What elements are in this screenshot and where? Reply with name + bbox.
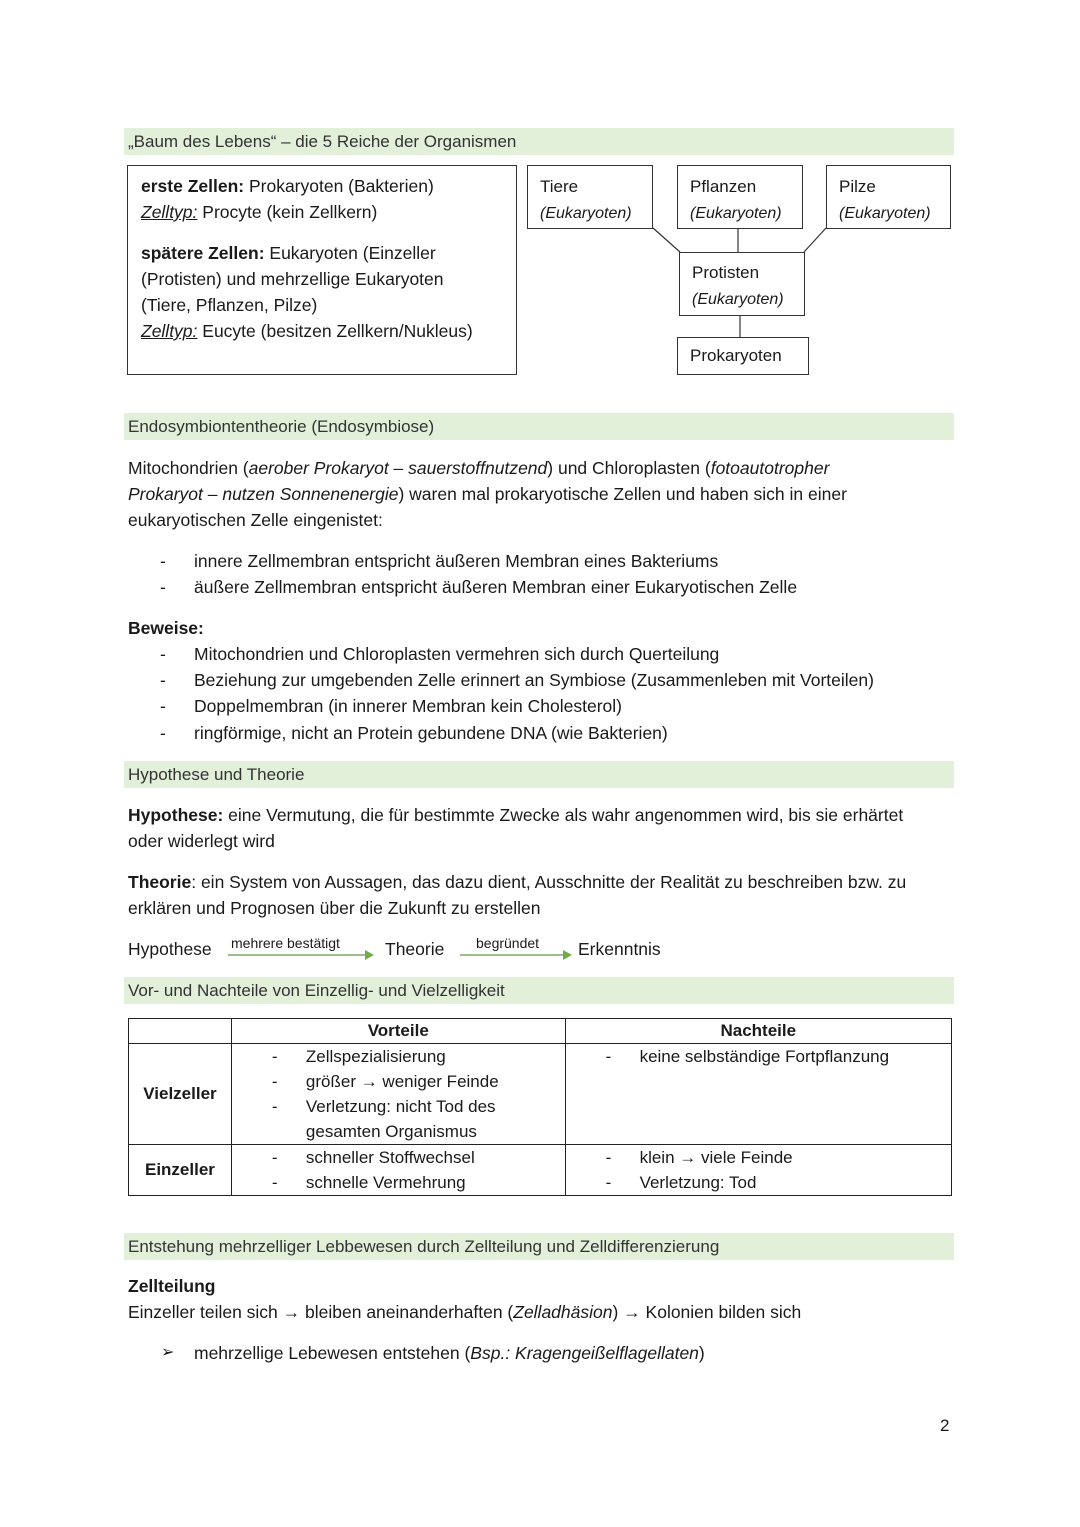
first-cells-text: Prokaryoten (Bakterien) <box>244 176 434 196</box>
tree-node-label: Prokaryoten <box>690 346 782 365</box>
hypothese-label: Hypothese: <box>128 805 224 825</box>
tree-node-sub: (Eukaryoten) <box>839 205 931 222</box>
list-item: - Zellspezialisierung <box>232 1044 565 1069</box>
tree-node-prokaryoten <box>677 337 809 375</box>
flow-arrow-label-1: mehrere bestätigt <box>231 935 340 951</box>
section-header-baum: „Baum des Lebens“ – die 5 Reiche der Organismen <box>124 128 954 155</box>
section-header-endosymbiose: Endosymbiontentheorie (Endosymbiose) <box>124 413 954 440</box>
vielzeller-nachteile-list <box>566 1044 951 1069</box>
beweise-item: ringförmige, nicht an Protein gebundene DNA (wie Bakterien) <box>194 723 668 743</box>
endo-text: ) und Chloroplasten ( <box>547 458 711 478</box>
flow-arrow-label-2: begründet <box>476 935 540 951</box>
first-zelltyp-text: Procyte (kein Zellkern) <box>197 202 378 222</box>
endo-bullet: innere Zellmembran entspricht äußeren Membran eines Bakteriums <box>194 551 719 571</box>
flow-theorie: Theorie <box>385 939 445 959</box>
tree-node-protisten <box>679 252 805 316</box>
zellteilung-text: Einzeller teilen sich → bleiben aneinanderhaften ( <box>128 1302 514 1322</box>
zellteilung-italic: Zelladhäsion <box>513 1302 613 1322</box>
beweise-item: Mitochondrien und Chloroplasten vermehren sich durch Querteilung <box>194 644 720 664</box>
endo-dash: - <box>160 551 166 571</box>
zelltyp-label: Zelltyp: <box>141 202 198 222</box>
theorie-def-line-2: erklären und Prognosen über die Zukunft zu erstellen <box>128 898 541 918</box>
first-cells-label: erste Zellen: <box>141 176 245 196</box>
section-header-vor-nachteile: Vor- und Nachteile von Einzellig- und Vielzelligkeit <box>124 977 954 1004</box>
endo-text: ) waren mal prokaryotische Zellen und haben sich in einer <box>398 484 847 504</box>
table-corner-cell <box>129 1019 232 1044</box>
zellteilung-subheading-text: Zellteilung <box>128 1276 216 1296</box>
einzeller-nachteile-list <box>566 1145 951 1195</box>
table-row-vielzeller <box>129 1044 952 1145</box>
row-label-vielzeller: Vielzeller <box>129 1044 232 1145</box>
tree-node-tiere <box>527 165 653 229</box>
beweise-dash: - <box>160 644 166 664</box>
einzeller-vorteile-list <box>232 1145 565 1195</box>
comparison-table <box>128 1018 952 1196</box>
theorie-def-line-1 <box>128 869 906 895</box>
list-item: - Verletzung: nicht Tod des <box>232 1094 565 1119</box>
section-header-hypothese: Hypothese und Theorie <box>124 761 954 788</box>
section-header-entstehung: Entstehung mehrzelliger Lebbewesen durch Zellteilung und Zelldifferenzierung <box>124 1233 954 1260</box>
endo-bullet: äußere Zellmembran entspricht äußeren Membran einer Eukaryotischen Zelle <box>194 577 798 597</box>
page-number: 2 <box>940 1416 950 1435</box>
tree-node-pflanzen <box>677 165 803 229</box>
tree-node-label: Pilze <box>839 177 876 196</box>
table-row-einzeller <box>129 1145 952 1196</box>
cell-info-box <box>127 165 517 375</box>
theorie-text: : ein System von Aussagen, das dazu dient, Ausschnitte der Realität zu beschreiben bzw. zu <box>191 872 907 892</box>
beweise-dash: - <box>160 670 166 690</box>
list-item: - schnelle Vermehrung <box>232 1170 565 1195</box>
bullet-text: mehrzellige Lebewesen entstehen ( <box>194 1343 471 1363</box>
later-cells-line <box>141 240 436 266</box>
vielzeller-nachteile-cell <box>565 1044 951 1145</box>
endo-dash: - <box>160 577 166 597</box>
flow-hypothese: Hypothese <box>128 939 212 959</box>
tree-node-sub: (Eukaryoten) <box>690 205 782 222</box>
beweise-label-text: Beweise: <box>128 618 204 638</box>
tree-node-label: Protisten <box>692 263 760 282</box>
beweise-dash: - <box>160 696 166 716</box>
bullet-text: ) <box>698 1343 705 1363</box>
endo-text: Mitochondrien ( <box>128 458 249 478</box>
zelltyp-label-2: Zelltyp: <box>141 321 198 341</box>
vielzeller-vorteile-cell <box>231 1044 565 1145</box>
endo-italic: Prokaryot – nutzen Sonnenenergie <box>128 484 399 504</box>
first-zelltyp-line <box>141 199 377 225</box>
endo-paragraph-line-3: eukaryotischen Zelle eingenistet: <box>128 510 383 530</box>
flow-erkenntnis: Erkenntnis <box>578 939 661 959</box>
list-item: - klein → viele Feinde <box>566 1145 951 1170</box>
col-header-vorteile: Vorteile <box>231 1019 565 1044</box>
zellteilung-bullet <box>194 1340 705 1366</box>
tree-node-pilze <box>826 165 951 229</box>
endo-italic: fotoautotropher <box>710 458 830 478</box>
hypothese-def-line-1 <box>128 802 903 828</box>
list-item: - schneller Stoffwechsel <box>232 1145 565 1170</box>
einzeller-nachteile-cell <box>565 1145 951 1196</box>
bullet-italic: Bsp.: Kragengeißelflagellaten <box>470 1343 699 1363</box>
tree-node-sub: (Eukaryoten) <box>692 291 784 308</box>
beweise-item: Doppelmembran (in innerer Membran kein Cholesterol) <box>194 696 622 716</box>
einzeller-vorteile-cell <box>231 1145 565 1196</box>
list-item: - Verletzung: Tod <box>566 1170 951 1195</box>
later-zelltyp-line <box>141 318 473 344</box>
beweise-dash: - <box>160 723 166 743</box>
theorie-label: Theorie <box>128 872 192 892</box>
later-cells-text: Eukaryoten (Einzeller <box>264 243 436 263</box>
zellteilung-line <box>128 1299 801 1325</box>
first-cells-line <box>141 173 434 199</box>
list-item-continuation: gesamten Organismus <box>305 1122 477 1141</box>
flow-arrow-1 <box>228 948 378 962</box>
endo-paragraph-line-1 <box>128 455 829 481</box>
row-label-einzeller: Einzeller <box>129 1145 232 1196</box>
beweise-label <box>128 615 204 641</box>
later-zelltyp-text: Eucyte (besitzen Zellkern/Nukleus) <box>197 321 473 341</box>
list-item: - keine selbständige Fortpflanzung <box>566 1044 951 1069</box>
later-cells-line-3: (Tiere, Pflanzen, Pilze) <box>141 295 318 315</box>
tree-node-sub: (Eukaryoten) <box>540 205 632 222</box>
hypothese-def-line-2: oder widerlegt wird <box>128 831 275 851</box>
zellteilung-text: ) → Kolonien bilden sich <box>612 1302 802 1322</box>
endo-paragraph-line-2 <box>128 481 847 507</box>
arrow-bullet-icon: ➢ <box>161 1344 175 1361</box>
endo-italic: aerober Prokaryot – sauerstoffnutzend <box>248 458 548 478</box>
later-cells-label: spätere Zellen: <box>141 243 265 263</box>
tree-node-label: Tiere <box>540 177 579 196</box>
hypothese-text: eine Vermutung, die für bestimmte Zwecke als wahr angenommen wird, bis sie erhärtet <box>223 805 904 825</box>
flow-arrow-2 <box>460 948 575 962</box>
tree-node-label: Pflanzen <box>690 177 757 196</box>
zellteilung-subheading <box>128 1273 216 1299</box>
beweise-item: Beziehung zur umgebenden Zelle erinnert an Symbiose (Zusammenleben mit Vorteilen) <box>194 670 874 690</box>
list-item: - größer → weniger Feinde <box>232 1069 565 1094</box>
later-cells-line-2: (Protisten) und mehrzellige Eukaryoten <box>141 269 444 289</box>
vielzeller-vorteile-list <box>232 1044 565 1119</box>
col-header-nachteile: Nachteile <box>565 1019 951 1044</box>
table-header-row <box>129 1019 952 1044</box>
